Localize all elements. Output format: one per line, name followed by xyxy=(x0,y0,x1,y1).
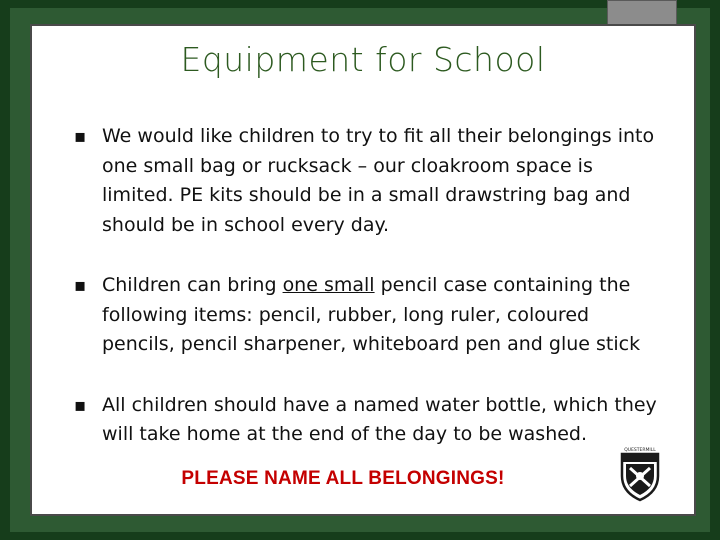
bullet-pencil-case xyxy=(74,271,664,360)
bullet-water-bottle xyxy=(74,391,664,450)
bullet-bag-rules-text: We would like children to try to fit all their belongings into one small bag or rucksack – our cloakroom space is limited. PE kits should be in a small drawstring bag and should be in school every day. xyxy=(102,125,655,236)
bullet-pencil-case-after: pencil case containing the following items: pencil, rubber, long ruler, coloured pencils, pencil sharpener, whiteboard pen and glue stick xyxy=(102,274,641,355)
name-belongings-notice: PLEASE NAME ALL BELONGINGS! xyxy=(181,468,505,489)
school-crest-icon xyxy=(620,446,660,502)
bullet-list xyxy=(74,122,664,481)
bullet-pencil-case-underlined: one small xyxy=(282,274,375,296)
slide-title: Equipment for School xyxy=(180,40,546,79)
bullet-water-bottle-text: All children should have a named water bottle, which they will take home at the end of the day to be washed. xyxy=(102,393,657,445)
slide xyxy=(30,24,696,516)
crest-label: QUESTERMILL xyxy=(624,448,656,453)
frame-tab xyxy=(607,0,677,26)
bullet-bag-rules xyxy=(74,122,664,240)
bullet-pencil-case-before: Children can bring xyxy=(102,274,283,296)
